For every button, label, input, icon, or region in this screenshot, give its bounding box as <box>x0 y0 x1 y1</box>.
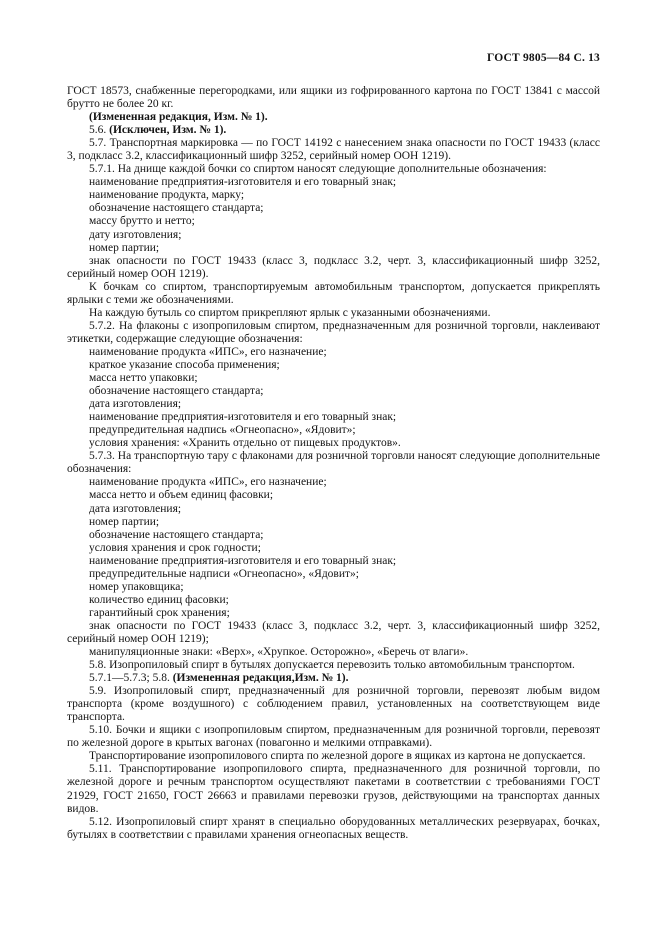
paragraph-text: условия хранения и срок годности; <box>89 541 261 554</box>
page-content <box>67 52 600 842</box>
paragraph-text: ГОСТ 18573, снабженные перегородками, или ящики из гофрированного картона по ГОСТ 13841 с массой брутто не более 20 кг. <box>67 85 600 111</box>
paragraph <box>67 489 600 502</box>
paragraph <box>67 581 600 594</box>
paragraph-text: краткое указание способа применения; <box>89 358 280 371</box>
paragraph-text: дата изготовления; <box>89 502 182 515</box>
paragraph <box>67 242 600 255</box>
paragraph-text: номер партии; <box>89 515 160 528</box>
paragraph <box>67 202 600 215</box>
paragraph <box>67 542 600 555</box>
paragraph <box>67 437 600 450</box>
paragraph-text: На каждую бутыль со спиртом прикрепляют ярлык с указанными обозначениями. <box>89 306 491 319</box>
paragraph-text: предупредительные надписи «Огнеопасно», «Ядовит»; <box>89 567 359 580</box>
paragraph <box>67 450 600 476</box>
paragraph-text: гарантийный срок хранения; <box>89 606 230 619</box>
paragraph <box>67 424 600 437</box>
paragraph <box>67 476 600 489</box>
paragraph-text: Транспортирование изопропилового спирта по железной дороге в ящиках из картона не допускается. <box>89 750 586 763</box>
paragraph-text: 5.11. Транспортирование изопропилового спирта, предназначенного для розничной торговли, по железной дороге и речным транспортом осуществляют пакетами в соответствии с требованиями ГОСТ 21929, ГОСТ 21650, ГОСТ 26663 и правилами перевозки грузов, действующими на транспортах данных видов. <box>67 763 600 815</box>
paragraph <box>67 189 600 202</box>
paragraph <box>67 659 600 672</box>
paragraph-text: масса нетто упаковки; <box>89 372 198 385</box>
paragraph-text: обозначение настоящего стандарта; <box>89 202 264 215</box>
paragraph <box>67 385 600 398</box>
paragraph <box>67 685 600 724</box>
paragraph <box>67 124 600 137</box>
paragraph <box>67 750 600 763</box>
paragraph <box>67 346 600 359</box>
paragraph-text: условия хранения: «Хранить отдельно от пищевых продуктов». <box>89 437 401 450</box>
paragraph <box>67 411 600 424</box>
paragraph <box>67 672 600 685</box>
paragraph-text: 5.9. Изопропиловый спирт, предназначенный для розничной торговли, перевозят любым видом транспорта (кроме воздушного) с соблюдением правил, установленных на соответствующем виде транспорта. <box>67 685 600 724</box>
paragraph-text: масса нетто и объем единиц фасовки; <box>89 489 274 502</box>
amendment-note-text: (Измененная редакция,Изм. № 1). <box>172 672 349 685</box>
paragraph <box>67 320 600 346</box>
paragraph-text: наименование продукта «ИПС», его назначение; <box>89 476 327 489</box>
paragraph <box>67 215 600 228</box>
paragraph-text: наименование предприятия-изготовителя и его товарный знак; <box>89 554 397 567</box>
paragraph <box>67 85 600 111</box>
paragraph-text: наименование продукта, марку; <box>89 189 245 202</box>
paragraph <box>67 229 600 242</box>
paragraph-text: манипуляционные знаки: «Верх», «Хрупкое. Осторожно», «Беречь от влаги». <box>89 646 469 659</box>
paragraph-text: 5.6. <box>89 124 110 137</box>
paragraph <box>67 607 600 620</box>
paragraph <box>67 359 600 372</box>
paragraph <box>67 620 600 646</box>
paragraph-text: дата изготовления; <box>89 398 182 411</box>
paragraph <box>67 255 600 281</box>
paragraph <box>67 372 600 385</box>
paragraph-text: количество единиц фасовки; <box>89 593 229 606</box>
paragraph-text: 5.12. Изопропиловый спирт хранят в специально оборудованных металлических резервуарах, бочках, бутылях в соответствии с правилами хранения огнеопасных веществ. <box>67 815 600 841</box>
paragraph <box>67 398 600 411</box>
paragraph-text: 5.7.2. На флаконы с изопропиловым спиртом, предназначенным для розничной торговли, наклеивают этикетки, содержащие следующие обозначения: <box>67 319 600 345</box>
paragraph <box>67 176 600 189</box>
paragraph <box>67 281 600 307</box>
paragraph-text: 5.7. Транспортная маркировка — по ГОСТ 14192 с нанесением знака опасности по ГОСТ 19433 (класс 3, подкласс 3.2, классификационный шифр 3252, серийный номер ООН 1219). <box>67 137 600 163</box>
paragraph <box>67 646 600 659</box>
paragraph-text: наименование предприятия-изготовителя и его товарный знак; <box>89 176 397 189</box>
paragraph <box>67 763 600 815</box>
paragraph-text: знак опасности по ГОСТ 19433 (класс 3, подкласс 3.2, черт. 3, классификационный шифр 3252, серийный номер ООН 1219). <box>67 254 600 280</box>
paragraph <box>67 516 600 529</box>
paragraph-text: номер партии; <box>89 241 160 254</box>
document-body <box>67 85 600 842</box>
paragraph-text: 5.10. Бочки и ящики с изопропиловым спиртом, предназначенным для розничной торговли, перевозят по железной дороге в крытых вагонах (повагонно и мелкими отправками). <box>67 724 600 750</box>
paragraph-text: предупредительная надпись «Огнеопасно», «Ядовит»; <box>89 424 356 437</box>
paragraph-text: наименование продукта «ИПС», его назначение; <box>89 345 327 358</box>
amendment-note-text: (Исключен, Изм. № 1). <box>109 124 227 137</box>
paragraph-text: номер упаковщика; <box>89 580 184 593</box>
paragraph <box>67 163 600 176</box>
paragraph-text: 5.8. Изопропиловый спирт в бутылях допускается перевозить только автомобильным транспортом. <box>89 659 575 672</box>
paragraph <box>67 529 600 542</box>
paragraph <box>67 111 600 124</box>
paragraph-text: К бочкам со спиртом, транспортируемым автомобильным транспортом, допускается прикреплять ярлыки с теми же обозначениями. <box>67 280 600 306</box>
paragraph <box>67 555 600 568</box>
paragraph <box>67 137 600 163</box>
paragraph <box>67 503 600 516</box>
paragraph-text: обозначение настоящего стандарта; <box>89 385 264 398</box>
paragraph-text: дату изготовления; <box>89 228 182 241</box>
paragraph <box>67 594 600 607</box>
paragraph-text: 5.7.1—5.7.3; 5.8. <box>89 672 173 685</box>
paragraph-text: наименование предприятия-изготовителя и его товарный знак; <box>89 411 397 424</box>
paragraph <box>67 307 600 320</box>
paragraph-text: обозначение настоящего стандарта; <box>89 528 264 541</box>
paragraph-text: 5.7.1. На днище каждой бочки со спиртом наносят следующие дополнительные обозначения: <box>89 163 547 176</box>
paragraph-text: знак опасности по ГОСТ 19433 (класс 3, подкласс 3.2, черт. 3, классификационный шифр 3252, серийный номер ООН 1219); <box>67 619 600 645</box>
amendment-note-text: (Измененная редакция, Изм. № 1). <box>89 111 268 124</box>
paragraph-text: массу брутто и нетто; <box>89 215 195 228</box>
paragraph <box>67 816 600 842</box>
paragraph <box>67 724 600 750</box>
page-header-standard-number: ГОСТ 9805—84 С. 13 <box>487 52 600 64</box>
paragraph-text: 5.7.3. На транспортную тару с флаконами для розничной торговли наносят следующие дополнительные обозначения: <box>67 450 600 476</box>
paragraph <box>67 568 600 581</box>
